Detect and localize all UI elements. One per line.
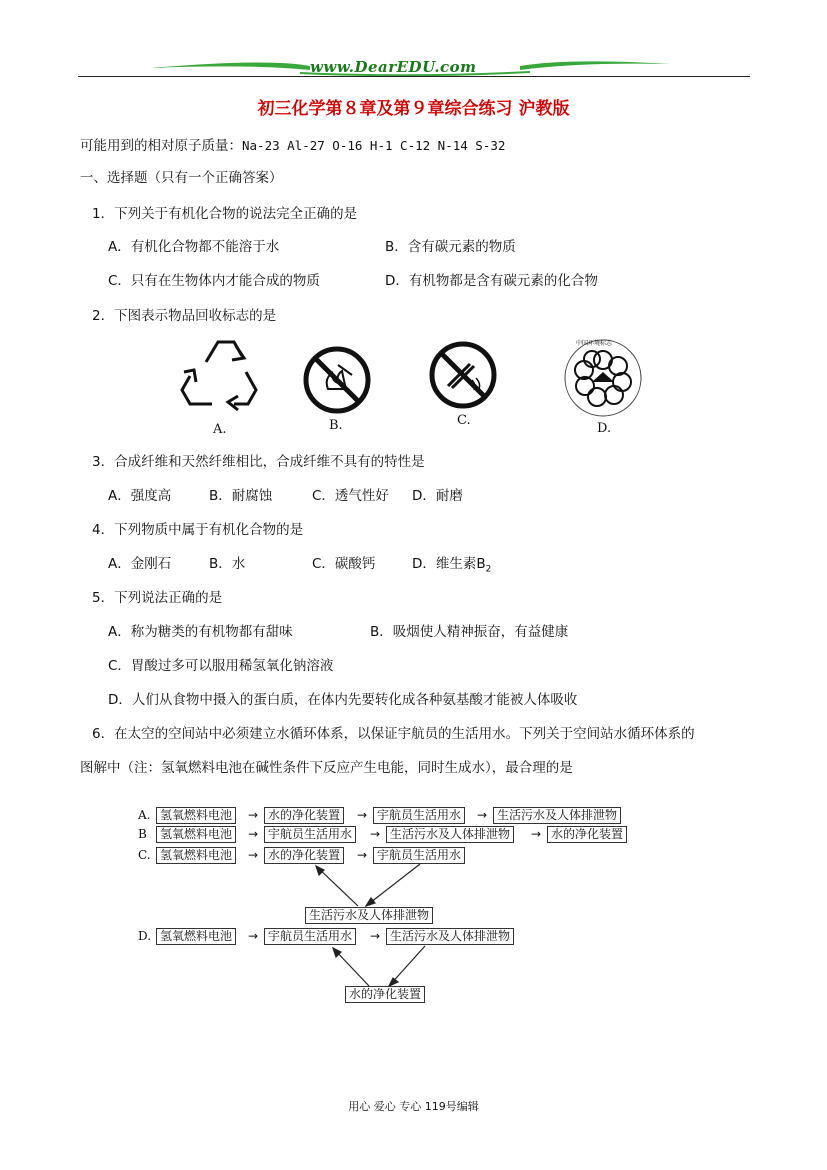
q6-option-a-label: A.	[138, 808, 151, 822]
q6-b-waste-box: 生活污水及人体排泄物	[386, 826, 514, 843]
page-title: 初三化学第８章及第９章综合练习 沪教版	[257, 99, 570, 119]
q6-d-purify-box: 水的净化装置	[345, 986, 425, 1003]
q6-stem-line1: 6．在太空的空间站中必须建立水循环体系，以保证宇航员的生活用水。下列关于空间站水循环体系的	[92, 726, 695, 742]
q4-stem: 4．下列物质中属于有机化合物的是	[92, 522, 304, 538]
q2-label-c: C.	[457, 413, 471, 428]
q6-d-cycle-arrows	[325, 944, 435, 988]
q6-c-arrow-2: →	[357, 848, 368, 862]
q6-option-c-label: C.	[138, 848, 151, 862]
q5-stem: 5．下列说法正确的是	[92, 590, 223, 606]
q1-option-a: A．有机化合物都不能溶于水	[108, 239, 280, 255]
q4-option-d: D．维生素$B_2$	[412, 556, 492, 575]
q2-label-a: A.	[213, 422, 227, 437]
q6-a-waste-box: 生活污水及人体排泄物	[493, 807, 621, 824]
section-heading: 一、选择题（只有一个正确答案）	[80, 170, 283, 186]
q6-a-arrow-2: →	[357, 808, 368, 822]
q6-b-arrow-1: →	[248, 827, 259, 841]
atomic-masses: 可能用到的相对原子质量：Na-23 Al-27 O-16 H-1 C-12 N-14 S-32	[80, 138, 506, 154]
q6-stem-line2: 图解中（注：氢氧燃料电池在碱性条件下反应产生电能，同时生成水），最合理的是	[80, 760, 573, 776]
q4-option-b: B．水	[209, 556, 246, 572]
no-smoking-sign-icon	[428, 340, 498, 410]
q6-c-cycle-arrows	[300, 862, 460, 908]
q2-label-d: D.	[597, 421, 612, 436]
q6-c-astronaut-box: 宇航员生活用水	[373, 847, 465, 864]
q6-a-arrow-3: →	[477, 808, 488, 822]
q6-c-fuel-cell-box: 氢氧燃料电池	[156, 847, 236, 864]
emblem-text: 中国环境标志	[576, 340, 613, 347]
q6-c-waste-box: 生活污水及人体排泄物	[305, 907, 433, 924]
q3-stem: 3．合成纤维和天然纤维相比，合成纤维不具有的特性是	[92, 454, 425, 470]
site-logo-text: www.DearEDU.com	[310, 58, 477, 76]
q2-stem: 2．下图表示物品回收标志的是	[92, 308, 277, 324]
no-fire-sign-icon	[302, 345, 372, 415]
q5-option-d: D．人们从食物中摄入的蛋白质，在体内先要转化成各种氨基酸才能被人体吸收	[108, 692, 578, 708]
q4-option-a: A．金刚石	[108, 556, 172, 572]
q6-d-waste-box: 生活污水及人体排泄物	[386, 928, 514, 945]
q6-b-fuel-cell-box: 氢氧燃料电池	[156, 826, 236, 843]
page-footer: 用心 爱心 专心 119号编辑	[348, 1100, 479, 1113]
q6-d-arrow-1: →	[248, 929, 259, 943]
q6-b-arrow-3: →	[531, 827, 542, 841]
q6-option-b-label: B	[138, 827, 147, 841]
q1-option-d: D．有机物都是含有碳元素的化合物	[385, 273, 598, 289]
q1-stem: 1．下列关于有机化合物的说法完全正确的是	[92, 206, 358, 222]
q5-option-b: B．吸烟使人精神振奋，有益健康	[370, 624, 569, 640]
q1-option-c: C．只有在生物体内才能合成的物质	[108, 273, 320, 289]
q6-b-purify-box: 水的净化装置	[547, 826, 627, 843]
q6-a-astronaut-box: 宇航员生活用水	[373, 807, 465, 824]
q6-b-arrow-2: →	[370, 827, 381, 841]
recycle-symbol-icon	[176, 332, 266, 418]
q6-a-fuel-cell-box: 氢氧燃料电池	[156, 807, 236, 824]
q6-d-astronaut-box: 宇航员生活用水	[264, 928, 356, 945]
q3-option-c: C．透气性好	[312, 488, 389, 504]
q6-d-arrow-2: →	[370, 929, 381, 943]
q6-c-purify-box: 水的净化装置	[264, 847, 344, 864]
q2-label-b: B.	[329, 418, 343, 433]
q4-option-c: C．碳酸钙	[312, 556, 376, 572]
q6-option-d-label: D.	[138, 929, 152, 943]
q1-option-b: B．含有碳元素的物质	[385, 239, 516, 255]
q3-option-b: B．耐腐蚀	[209, 488, 273, 504]
header-rule	[78, 76, 750, 77]
q6-a-arrow-1: →	[248, 808, 259, 822]
q5-option-c: C．胃酸过多可以服用稀氢氧化钠溶液	[108, 658, 334, 674]
q6-d-fuel-cell-box: 氢氧燃料电池	[156, 928, 236, 945]
q3-option-d: D．耐磨	[412, 488, 463, 504]
q6-b-astronaut-box: 宇航员生活用水	[264, 826, 356, 843]
q6-c-arrow-1: →	[248, 848, 259, 862]
q5-option-a: A．称为糖类的有机物都有甜味	[108, 624, 293, 640]
q6-a-purify-box: 水的净化装置	[264, 807, 344, 824]
q3-option-a: A．强度高	[108, 488, 172, 504]
